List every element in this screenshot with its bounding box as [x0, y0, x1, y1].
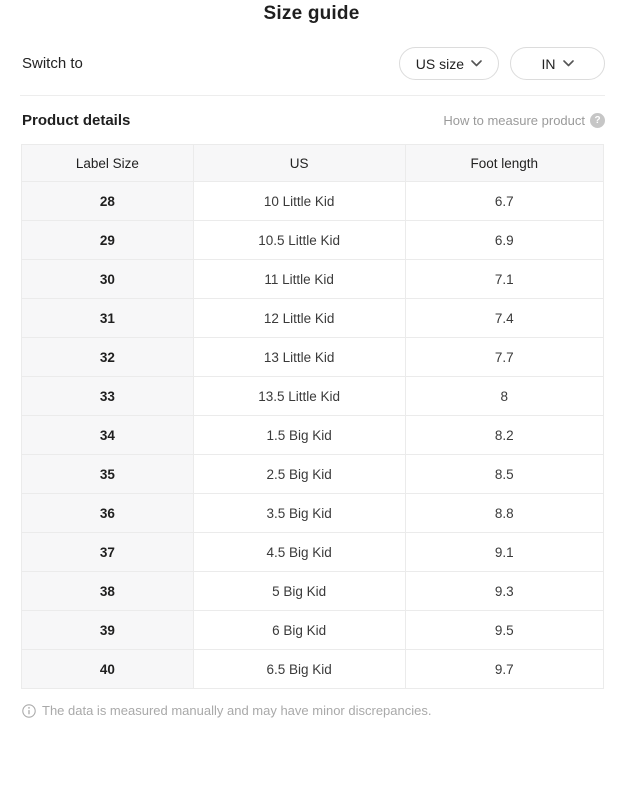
length-unit-dropdown-label: IN	[541, 55, 556, 72]
label-size-cell: 39	[22, 611, 194, 650]
foot-length-cell: 7.1	[405, 260, 603, 299]
table-row	[22, 182, 604, 221]
foot-length-cell: 6.9	[405, 221, 603, 260]
table-header-row	[22, 145, 604, 182]
us-size-cell: 11 Little Kid	[193, 260, 405, 299]
header-us: US	[193, 145, 405, 182]
section-divider	[20, 95, 605, 96]
us-size-cell: 10 Little Kid	[193, 182, 405, 221]
us-size-cell: 5 Big Kid	[193, 572, 405, 611]
how-to-measure-label: How to measure product	[443, 113, 585, 128]
label-size-cell: 29	[22, 221, 194, 260]
how-to-measure-link[interactable]	[443, 113, 605, 128]
product-details-heading: Product details	[22, 112, 131, 129]
foot-length-cell: 6.7	[405, 182, 603, 221]
table-row	[22, 338, 604, 377]
foot-length-cell: 9.1	[405, 533, 603, 572]
disclaimer-note	[22, 703, 605, 718]
question-mark-circle-icon: ?	[590, 113, 605, 128]
switch-to-row	[22, 47, 605, 80]
foot-length-cell: 9.7	[405, 650, 603, 689]
foot-length-cell: 7.4	[405, 299, 603, 338]
foot-length-cell: 8	[405, 377, 603, 416]
label-size-cell: 37	[22, 533, 194, 572]
label-size-cell: 36	[22, 494, 194, 533]
us-size-cell: 13 Little Kid	[193, 338, 405, 377]
us-size-cell: 6.5 Big Kid	[193, 650, 405, 689]
page-title: Size guide	[263, 3, 360, 24]
table-row	[22, 650, 604, 689]
table-row	[22, 533, 604, 572]
us-size-cell: 2.5 Big Kid	[193, 455, 405, 494]
size-table	[21, 144, 604, 689]
us-size-cell: 10.5 Little Kid	[193, 221, 405, 260]
table-row	[22, 494, 604, 533]
unit-dropdown-group	[399, 47, 605, 80]
label-size-cell: 31	[22, 299, 194, 338]
header-foot-length: Foot length	[405, 145, 603, 182]
chevron-down-icon	[563, 60, 574, 67]
foot-length-cell: 7.7	[405, 338, 603, 377]
us-size-cell: 1.5 Big Kid	[193, 416, 405, 455]
foot-length-cell: 9.5	[405, 611, 603, 650]
product-details-row	[22, 112, 605, 129]
header-label-size: Label Size	[22, 145, 194, 182]
size-system-dropdown[interactable]	[399, 47, 499, 80]
foot-length-cell: 8.2	[405, 416, 603, 455]
table-row	[22, 221, 604, 260]
table-row	[22, 572, 604, 611]
us-size-cell: 3.5 Big Kid	[193, 494, 405, 533]
length-unit-dropdown[interactable]	[510, 47, 605, 80]
us-size-cell: 6 Big Kid	[193, 611, 405, 650]
label-size-cell: 30	[22, 260, 194, 299]
foot-length-cell: 8.8	[405, 494, 603, 533]
us-size-cell: 13.5 Little Kid	[193, 377, 405, 416]
table-row	[22, 416, 604, 455]
foot-length-cell: 8.5	[405, 455, 603, 494]
table-row	[22, 455, 604, 494]
us-size-cell: 12 Little Kid	[193, 299, 405, 338]
label-size-cell: 33	[22, 377, 194, 416]
label-size-cell: 34	[22, 416, 194, 455]
label-size-cell: 35	[22, 455, 194, 494]
label-size-cell: 32	[22, 338, 194, 377]
label-size-cell: 28	[22, 182, 194, 221]
info-circle-icon	[22, 704, 36, 718]
table-row	[22, 611, 604, 650]
us-size-cell: 4.5 Big Kid	[193, 533, 405, 572]
table-row	[22, 377, 604, 416]
disclaimer-text: The data is measured manually and may have minor discrepancies.	[42, 703, 432, 718]
switch-to-label: Switch to	[22, 55, 83, 72]
table-row	[22, 299, 604, 338]
label-size-cell: 38	[22, 572, 194, 611]
label-size-cell: 40	[22, 650, 194, 689]
table-row	[22, 260, 604, 299]
foot-length-cell: 9.3	[405, 572, 603, 611]
chevron-down-icon	[471, 60, 482, 67]
size-system-dropdown-label: US size	[415, 55, 464, 72]
